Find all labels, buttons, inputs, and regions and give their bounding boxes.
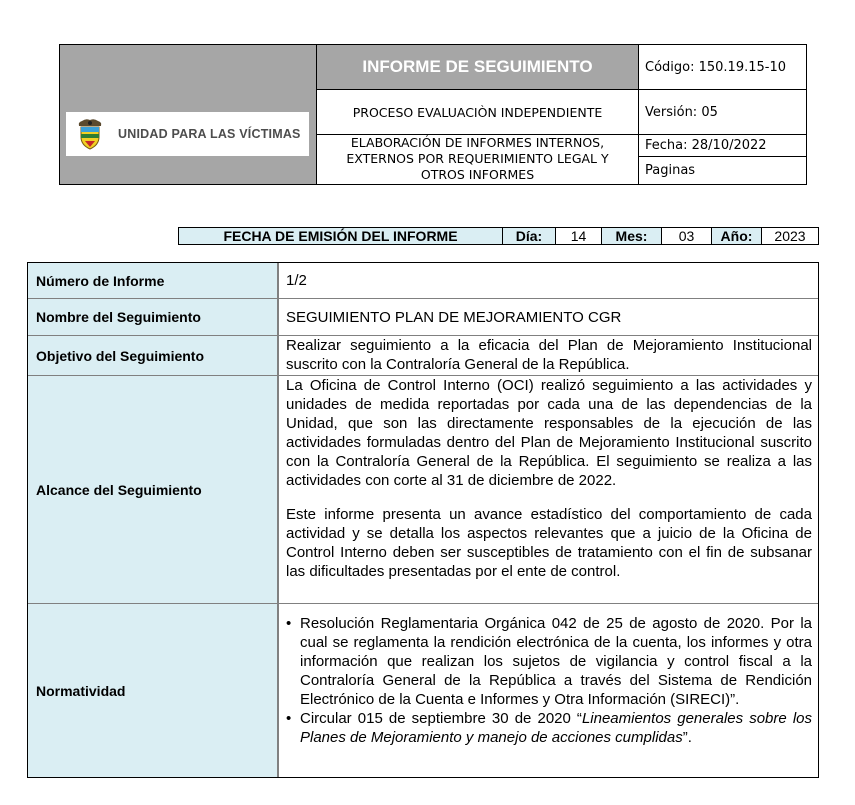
alcance-label: Alcance del Seguimiento xyxy=(28,376,279,603)
numero-value: 1/2 xyxy=(286,272,307,289)
normatividad-value xyxy=(281,604,818,777)
fecha-field: Fecha: 28/10/2022 xyxy=(639,135,806,157)
document-header xyxy=(59,44,807,185)
version-field: Versión: 05 xyxy=(639,90,806,135)
report-info-table xyxy=(27,262,819,778)
objetivo-label: Objetivo del Seguimiento xyxy=(28,336,279,375)
normatividad-label: Normatividad xyxy=(28,604,279,777)
year-label: Año: xyxy=(712,228,762,244)
day-value: 14 xyxy=(556,228,602,244)
circular-suffix: ”. xyxy=(682,729,692,746)
elaboration-line: ELABORACIÓN DE INFORMES INTERNOS, xyxy=(350,135,605,150)
table-row xyxy=(28,336,818,376)
nombre-value: SEGUIMIENTO PLAN DE MEJORAMIENTO CGR xyxy=(286,308,622,326)
process-name: PROCESO EVALUACIÒN INDEPENDIENTE xyxy=(317,90,639,135)
alcance-paragraph: Este informe presenta un avance estadístico del comportamiento de cada actividad y se detalla los aspectos relevantes que a juicio de la Oficina de Control Interno deben ser susceptibles de tratamiento con el fin de subsanar las dificultades presentadas por el ente de control. xyxy=(286,506,812,580)
table-row xyxy=(28,263,818,299)
list-item xyxy=(286,709,812,747)
logo xyxy=(66,112,309,156)
emission-date-label: FECHA DE EMISIÓN DEL INFORME xyxy=(179,228,503,244)
emission-date-bar xyxy=(178,227,819,245)
elaboration-line: EXTERNOS POR REQUERIMIENTO LEGAL Y xyxy=(346,151,609,166)
year-value: 2023 xyxy=(774,228,806,244)
normatividad-list xyxy=(286,614,812,747)
elaboration-text xyxy=(317,135,639,184)
month-value: 03 xyxy=(662,228,712,244)
logo-cell xyxy=(60,45,317,184)
nombre-label: Nombre del Seguimiento xyxy=(28,299,279,335)
month-label: Mes: xyxy=(602,228,662,244)
table-row xyxy=(28,376,818,604)
logo-text: UNIDAD PARA LAS VÍCTIMAS xyxy=(118,127,301,141)
alcance-paragraph: La Oficina de Control Interno (OCI) realizó seguimiento a las actividades y unidades de medida reportadas por cada una de las dependencias de la Unidad, que son las directamente responsables de la ejecución de las actividades formuladas dentro del Plan de Mejoramiento Institucional suscrito con la Contraloría General de la República. El seguimiento se realiza a las actividades con corte al 31 de diciembre de 2022. xyxy=(286,377,812,489)
alcance-value xyxy=(281,376,818,603)
table-row xyxy=(28,604,818,777)
circular-title: Lineamientos generales sobre los Planes de Mejoramiento y manejo de acciones cumplidas xyxy=(300,710,812,746)
table-row xyxy=(28,299,818,336)
numero-label: Número de Informe xyxy=(28,263,279,298)
codigo-field: Código: 150.19.15-10 xyxy=(639,45,806,90)
report-title: INFORME DE SEGUIMIENTO xyxy=(317,45,639,90)
paginas-field: Paginas xyxy=(645,163,696,178)
list-item: • Resolución Reglamentaria Orgánica 042 de 25 de agosto de 2020. Por la cual se reglamenta la rendición electrónica de la cuenta, los informes y otra información que realizan los sujetos de vigilancia y control fiscal a la Contraloría General de la República a través del Sistema de Rendición Electrónico de la Cuenta e Informes y Otra Información (SIRECI)”. xyxy=(286,614,812,709)
elaboration-line: OTROS INFORMES xyxy=(420,167,535,182)
coat-of-arms-icon xyxy=(76,117,104,151)
day-label: Día: xyxy=(503,228,556,244)
circular-text: Circular 015 de septiembre 30 de 2020 “ xyxy=(300,710,582,727)
objetivo-value: Realizar seguimiento a la eficacia del Plan de Mejoramiento Institucional suscrito con la Contraloría General de la República. xyxy=(286,337,812,373)
